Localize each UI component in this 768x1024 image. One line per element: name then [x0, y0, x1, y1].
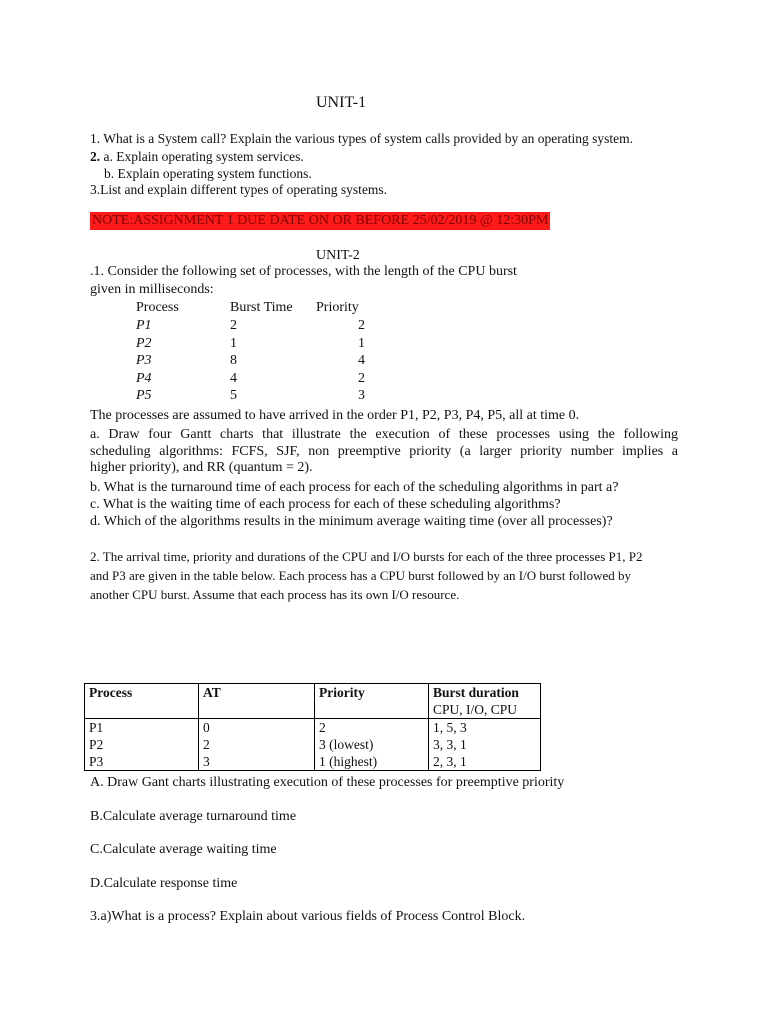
cell-burst: 5	[230, 388, 237, 403]
cell-priority: 2	[358, 318, 365, 333]
table-row	[0, 318, 768, 335]
table-row	[85, 736, 541, 753]
cell-at: 0	[199, 719, 315, 737]
unit2-question-1-line2: given in milliseconds:	[90, 282, 214, 297]
table-row	[0, 336, 768, 353]
table-row	[0, 353, 768, 370]
header-process: Process	[136, 300, 179, 315]
unit1-question-2-number: 2.	[90, 149, 101, 164]
question-c: c. What is the waiting time of each process for each of these scheduling algorithms?	[90, 497, 561, 512]
cell-process: P5	[136, 388, 152, 403]
question-A: A. Draw Gant charts illustrating execution of these processes for preemptive priority	[90, 775, 565, 790]
cell-burst: 1	[230, 336, 237, 351]
cell-burst: 4	[230, 371, 237, 386]
unit2-question-2-line1: 2. The arrival time, priority and durations of the CPU and I/O bursts for each of the three processes P1, P2	[90, 549, 643, 564]
unit1-question-2b: b. Explain operating system functions.	[104, 166, 312, 181]
arrival-order-text: The processes are assumed to have arrived in the order P1, P2, P3, P4, P5, all at time 0.	[90, 408, 580, 423]
cell-process: P2	[85, 736, 199, 753]
process-data-table	[84, 683, 541, 771]
cell-burst: 8	[230, 353, 237, 368]
table-row	[85, 753, 541, 771]
header-at: AT	[199, 684, 315, 719]
assignment-due-note: NOTE:ASSIGNMENT 1 DUE DATE ON OR BEFORE 25/02/2019 @ 12:30PM	[92, 213, 549, 228]
question-a-line2: scheduling algorithms: FCFS, SJF, non preemptive priority (a larger priority number implies a	[90, 444, 678, 459]
cell-burst: 3, 3, 1	[429, 736, 541, 753]
unit1-title: UNIT-1	[316, 94, 367, 111]
header-burst-subheader: CPU, I/O, CPU	[433, 702, 518, 717]
header-burst-duration-label: Burst duration	[433, 685, 519, 700]
header-burst-duration	[429, 684, 541, 719]
cell-priority: 4	[358, 353, 365, 368]
cell-priority: 2	[358, 371, 365, 386]
table-row	[85, 719, 541, 737]
question-C: C.Calculate average waiting time	[90, 842, 277, 857]
unit2-title: UNIT-2	[316, 248, 360, 263]
unit2-question-2-line2: and P3 are given in the table below. Each process has a CPU burst followed by an I/O burst followed by	[90, 568, 632, 583]
process-table-header	[0, 300, 768, 317]
cell-burst: 2, 3, 1	[429, 753, 541, 771]
cell-process: P3	[136, 353, 152, 368]
cell-priority: 3	[358, 388, 365, 403]
question-d: d. Which of the algorithms results in the minimum average waiting time (over all processes)?	[90, 514, 613, 529]
header-priority: Priority	[315, 684, 429, 719]
cell-burst: 2	[230, 318, 237, 333]
cell-burst: 1, 5, 3	[429, 719, 541, 737]
question-a-line1: a. Draw four Gantt charts that illustrate the execution of these processes using the following	[90, 427, 678, 442]
cell-at: 2	[199, 736, 315, 753]
unit2-question-1-line1: .1. Consider the following set of processes, with the length of the CPU burst	[90, 264, 517, 279]
unit1-question-1: 1. What is a System call? Explain the various types of system calls provided by an operating system.	[90, 131, 634, 146]
question-D: D.Calculate response time	[90, 876, 238, 891]
unit2-question-2-line3: another CPU burst. Assume that each process has its own I/O resource.	[90, 587, 460, 602]
cell-process: P3	[85, 753, 199, 771]
header-priority: Priority	[316, 300, 359, 315]
data-table-header	[85, 684, 541, 719]
question-B: B.Calculate average turnaround time	[90, 809, 297, 824]
cell-priority: 2	[315, 719, 429, 737]
cell-process: P2	[136, 336, 152, 351]
header-process: Process	[85, 684, 199, 719]
cell-process: P1	[85, 719, 199, 737]
table-row	[0, 388, 768, 405]
unit1-question-3: 3.List and explain different types of operating systems.	[90, 182, 388, 197]
unit1-question-2a	[90, 149, 304, 165]
unit1-question-2a-text: a. Explain operating system services.	[100, 149, 304, 164]
cell-process: P1	[136, 318, 152, 333]
unit2-question-3a: 3.a)What is a process? Explain about various fields of Process Control Block.	[90, 909, 526, 924]
cell-process: P4	[136, 371, 152, 386]
cell-priority: 3 (lowest)	[315, 736, 429, 753]
cell-at: 3	[199, 753, 315, 771]
question-b: b. What is the turnaround time of each process for each of the scheduling algorithms in part a?	[90, 480, 619, 495]
cell-priority: 1	[358, 336, 365, 351]
header-burst-time: Burst Time	[230, 300, 293, 315]
table-row	[0, 371, 768, 388]
question-a-line3: higher priority), and RR (quantum = 2).	[90, 460, 313, 475]
cell-priority: 1 (highest)	[315, 753, 429, 771]
